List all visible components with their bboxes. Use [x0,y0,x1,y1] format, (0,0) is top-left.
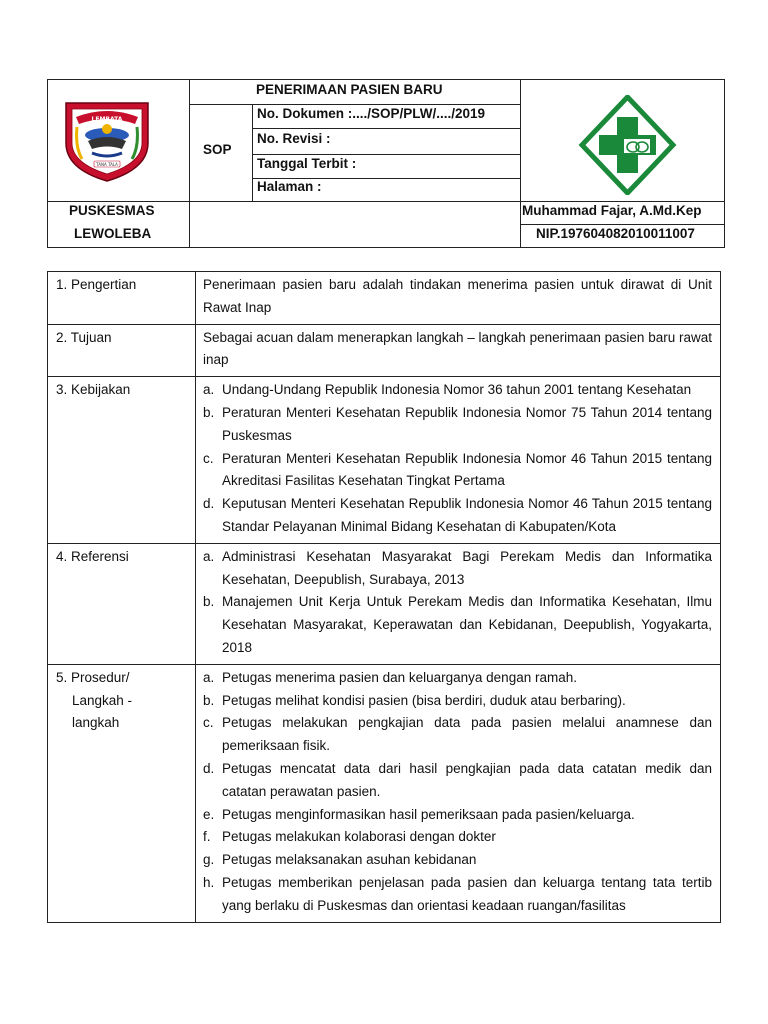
list-item [203,712,712,758]
section-label: langkah [72,715,120,731]
sop-header [47,79,725,248]
list-marker: b. [203,594,215,610]
org-name-line1: PUSKESMAS [69,203,155,218]
halaman-field: Halaman : [257,179,322,194]
no-revisi-field: No. Revisi : [257,131,331,146]
header-divider [520,80,521,247]
list-marker: a. [203,669,215,685]
list-marker: c. [203,715,214,731]
signer-name: Muhammad Fajar, A.Md.Kep [522,203,702,218]
section-label: 4. Referensi [48,543,196,664]
section-label: 2. Tujuan [48,324,196,377]
referensi-list-cell [196,543,721,664]
sop-content-table [47,271,721,923]
kebijakan-list-cell [196,377,721,544]
list-item [203,546,712,592]
tujuan-text: Sebagai acuan dalam menerapkan langkah – langkah penerimaan pasien baru rawat inap [196,324,721,377]
list-marker: f. [203,829,211,845]
pengertian-text: Penerimaan pasien baru adalah tindakan menerima pasien untuk dirawat di Unit Rawat Inap [196,272,721,325]
list-item-text: Keputusan Menteri Kesehatan Republik Indonesia Nomor 46 Tahun 2015 tentang Standar Pelayanan Minimal Bidang Kesehatan di Kabupaten/Kota [222,496,712,534]
list-marker: b. [203,404,215,420]
list-marker: a. [203,548,215,564]
section-label: 3. Kebijakan [48,377,196,544]
list-marker: b. [203,692,215,708]
tanggal-terbit-field: Tanggal Terbit : [257,156,357,171]
header-divider [252,128,520,129]
list-item-text: Petugas melakukan kolaborasi dengan dokter [222,829,496,845]
list-item-text: Petugas mencatat data dari hasil pengkajian pada data catatan medik dan catatan perawatan pasien. [222,760,712,799]
list-marker: e. [203,806,215,822]
section-label: Langkah - [72,692,133,708]
list-item [203,493,712,539]
list-item-text: Peraturan Menteri Kesehatan Republik Indonesia Nomor 75 Tahun 2014 tentang Puskesmas [222,404,712,443]
section-label: 1. Pengertian [48,272,196,325]
list-item-text: Petugas menginformasikan hasil pemeriksaan pada pasien/keluarga. [222,806,635,822]
prosedur-list-cell [196,664,721,922]
sop-label: SOP [203,142,232,157]
list-item [203,872,712,918]
prosedur-label-cell [48,664,196,922]
header-divider [252,104,253,202]
signer-nip: NIP.197604082010011007 [536,226,695,241]
list-item [203,667,712,690]
list-item-text: Peraturan Menteri Kesehatan Republik Indonesia Nomor 46 Tahun 2015 tentang Akreditasi Fasilitas Kesehatan Tingkat Pertama [222,450,712,489]
table-row [48,664,721,922]
list-item [203,402,712,448]
list-marker: a. [203,382,215,398]
puskesmas-logo [576,95,679,195]
list-item [203,379,712,402]
list-item [203,690,712,713]
lembata-motto-text: TANA TALA [96,162,118,167]
no-dokumen-field: No. Dokumen :..../SOP/PLW/..../2019 [257,106,486,121]
table-row [48,377,721,544]
list-item [203,448,712,494]
prosedur-list [203,667,712,918]
list-item-text: Manajemen Unit Kerja Untuk Perekam Medis dan Informatika Kesehatan, Ilmu Kesehatan Masyarakat, Keperawatan dan Kebidanan, Deepublish, Yogyakarta, 2018 [222,594,712,655]
list-marker: d. [203,496,215,512]
kebijakan-list [203,379,712,539]
section-label: 5. Prosedur/ [56,669,130,685]
list-marker: g. [203,852,215,868]
lembata-emblem-logo [62,97,152,183]
list-item-text: Petugas melaksanakan asuhan kebidanan [222,852,477,868]
table-row [48,272,721,325]
list-item [203,591,712,659]
table-row [48,324,721,377]
referensi-list [203,546,712,660]
list-item-text: Undang-Undang Republik Indonesia Nomor 36 tahun 2001 tentang Kesehatan [222,382,692,398]
list-marker: c. [203,450,214,466]
table-row [48,543,721,664]
list-item-text: Administrasi Kesehatan Masyarakat Bagi Perekam Medis dan Informatika Kesehatan, Deepublish, Surabaya, 2013 [222,548,712,587]
lembata-banner-text: LEMBATA [91,116,123,123]
document-title: PENERIMAAN PASIEN BARU [256,82,443,97]
list-item-text: Petugas memberikan penjelasan pada pasien dan keluarga tentang tata tertib yang berlaku di Puskesmas dan orientasi keadaan ruangan/fasilitas [222,874,712,913]
list-item-text: Petugas melakukan pengkajian data pada pasien melalui anamnese dan pemeriksaan fisik. [222,715,712,754]
org-name-line2: LEWOLEBA [74,226,152,241]
list-item [203,758,712,804]
list-marker: h. [203,874,215,890]
list-item-text: Petugas menerima pasien dan keluarganya dengan ramah. [222,669,577,685]
list-item [203,849,712,872]
list-item [203,826,712,849]
list-item-text: Petugas melihat kondisi pasien (bisa berdiri, duduk atau berbaring). [222,692,626,708]
list-marker: d. [203,760,215,776]
list-item [203,804,712,827]
